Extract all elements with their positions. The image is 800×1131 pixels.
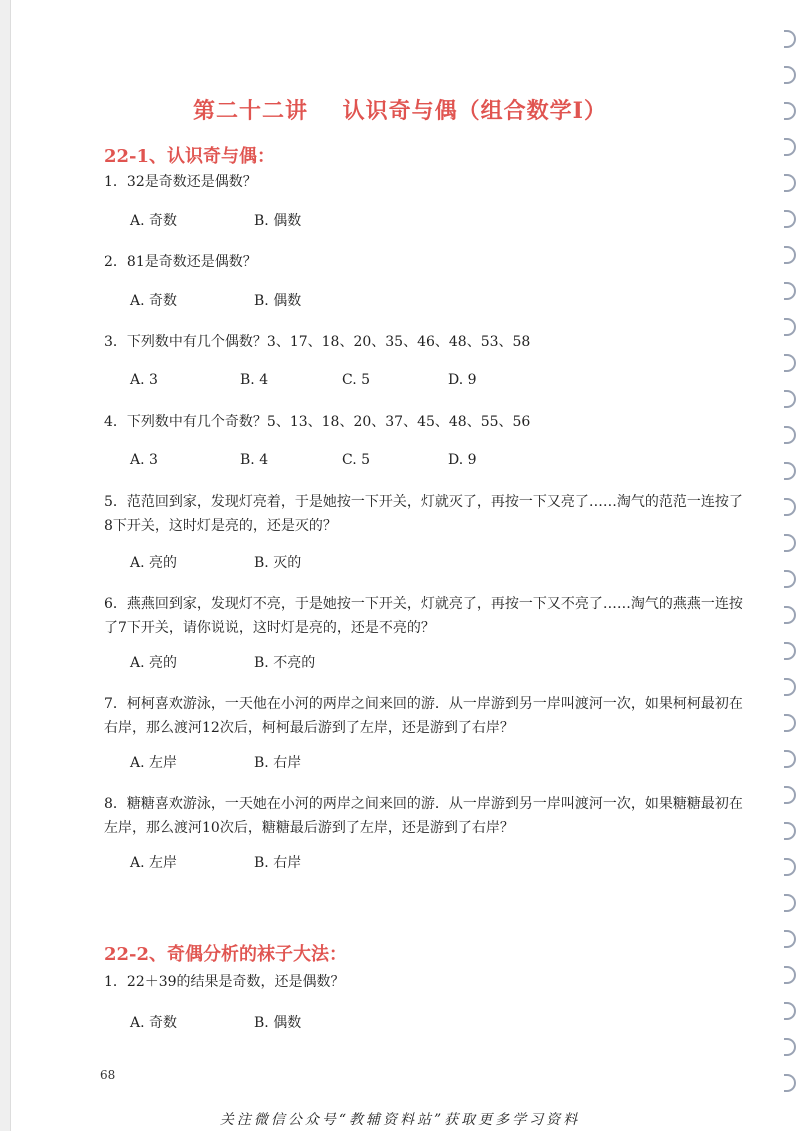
option-a: A. 亮的 (130, 655, 178, 671)
question-text: 2．81是奇数还是偶数？ (104, 254, 257, 270)
option-b: B. 右岸 (254, 855, 302, 871)
question-6 (104, 592, 744, 640)
option-a: A. 左岸 (130, 755, 178, 771)
binding-ring (784, 966, 796, 984)
question-1 (104, 170, 744, 194)
page-edge (0, 0, 11, 1131)
binding-ring (784, 1038, 796, 1056)
question-text: 1．22＋39的结果是奇数，还是偶数？ (104, 974, 345, 990)
binding-ring (784, 426, 796, 444)
binding-ring (784, 138, 796, 156)
page-title: 第二十二讲 认识奇与偶（组合数学Ⅰ） (193, 98, 607, 124)
option-a: A. 3 (130, 452, 158, 468)
question-3 (104, 330, 744, 354)
binding-ring (784, 894, 796, 912)
option-a: A. 奇数 (130, 293, 178, 309)
binding-ring (784, 174, 796, 192)
binding-ring (784, 462, 796, 480)
option-b: B. 4 (240, 452, 269, 468)
binding-ring (784, 1002, 796, 1020)
binding-ring (784, 318, 796, 336)
question-4 (104, 410, 744, 434)
question-2 (104, 250, 744, 274)
binding-ring (784, 390, 796, 408)
question-7 (104, 692, 744, 740)
option-b: B. 偶数 (254, 293, 302, 309)
option-d: D. 9 (448, 372, 477, 388)
question-text: 5．范范回到家，发现灯亮着，于是她按一下开关，灯就灭了，再按一下又亮了……淘气的范范一连按了8下开关，这时灯是亮的，还是灭的？ (104, 494, 743, 534)
option-a: A. 奇数 (130, 1015, 178, 1031)
question-text: 7．柯柯喜欢游泳，一天他在小河的两岸之间来回的游．从一岸游到另一岸叫渡河一次，如果柯柯最初在右岸，那么渡河12次后，柯柯最后游到了左岸，还是游到了右岸？ (104, 696, 743, 736)
spiral-binding (776, 0, 800, 1131)
option-d: D. 9 (448, 452, 477, 468)
binding-ring (784, 246, 796, 264)
option-c: C. 5 (342, 372, 371, 388)
option-b: B. 4 (240, 372, 269, 388)
option-b: B. 右岸 (254, 755, 302, 771)
option-a: A. 左岸 (130, 855, 178, 871)
binding-ring (784, 822, 796, 840)
binding-ring (784, 858, 796, 876)
section-heading-22-2: 22-2、奇偶分析的袜子大法： (104, 944, 348, 965)
binding-ring (784, 354, 796, 372)
question-text: 3．下列数中有几个偶数？3、17、18、20、35、46、48、53、58 (104, 334, 531, 350)
section-heading-22-1: 22-1、认识奇与偶： (104, 146, 276, 167)
option-b: B. 不亮的 (254, 655, 316, 671)
footer-note: 关注微信公众号“教辅资料站”获取更多学习资料 (219, 1112, 581, 1128)
option-c: C. 5 (342, 452, 371, 468)
option-a: A. 3 (130, 372, 158, 388)
binding-ring (784, 930, 796, 948)
binding-ring (784, 534, 796, 552)
option-a: A. 奇数 (130, 213, 178, 229)
binding-ring (784, 30, 796, 48)
question-5 (104, 490, 744, 538)
question-text: 6．燕燕回到家，发现灯不亮，于是她按一下开关，灯就亮了，再按一下又不亮了……淘气的燕燕一连按了7下开关，请你说说，这时灯是亮的，还是不亮的？ (104, 596, 743, 636)
option-b: B. 灭的 (254, 555, 302, 571)
binding-ring (784, 606, 796, 624)
binding-ring (784, 498, 796, 516)
question-text: 1．32是奇数还是偶数？ (104, 174, 257, 190)
binding-ring (784, 570, 796, 588)
question-text: 4．下列数中有几个奇数？5、13、18、20、37、45、48、55、56 (104, 414, 531, 430)
binding-ring (784, 282, 796, 300)
binding-ring (784, 750, 796, 768)
question-22-2-1 (104, 970, 744, 994)
binding-ring (784, 714, 796, 732)
binding-ring (784, 786, 796, 804)
binding-ring (784, 210, 796, 228)
binding-ring (784, 678, 796, 696)
binding-ring (784, 66, 796, 84)
option-a: A. 亮的 (130, 555, 178, 571)
binding-ring (784, 1074, 796, 1092)
option-b: B. 偶数 (254, 213, 302, 229)
binding-ring (784, 642, 796, 660)
question-text: 8．糖糖喜欢游泳，一天她在小河的两岸之间来回的游．从一岸游到另一岸叫渡河一次，如果糖糖最初在左岸，那么渡河10次后，糖糖最后游到了左岸，还是游到了右岸？ (104, 796, 743, 836)
question-8 (104, 792, 744, 840)
page-number: 68 (100, 1068, 116, 1082)
option-b: B. 偶数 (254, 1015, 302, 1031)
